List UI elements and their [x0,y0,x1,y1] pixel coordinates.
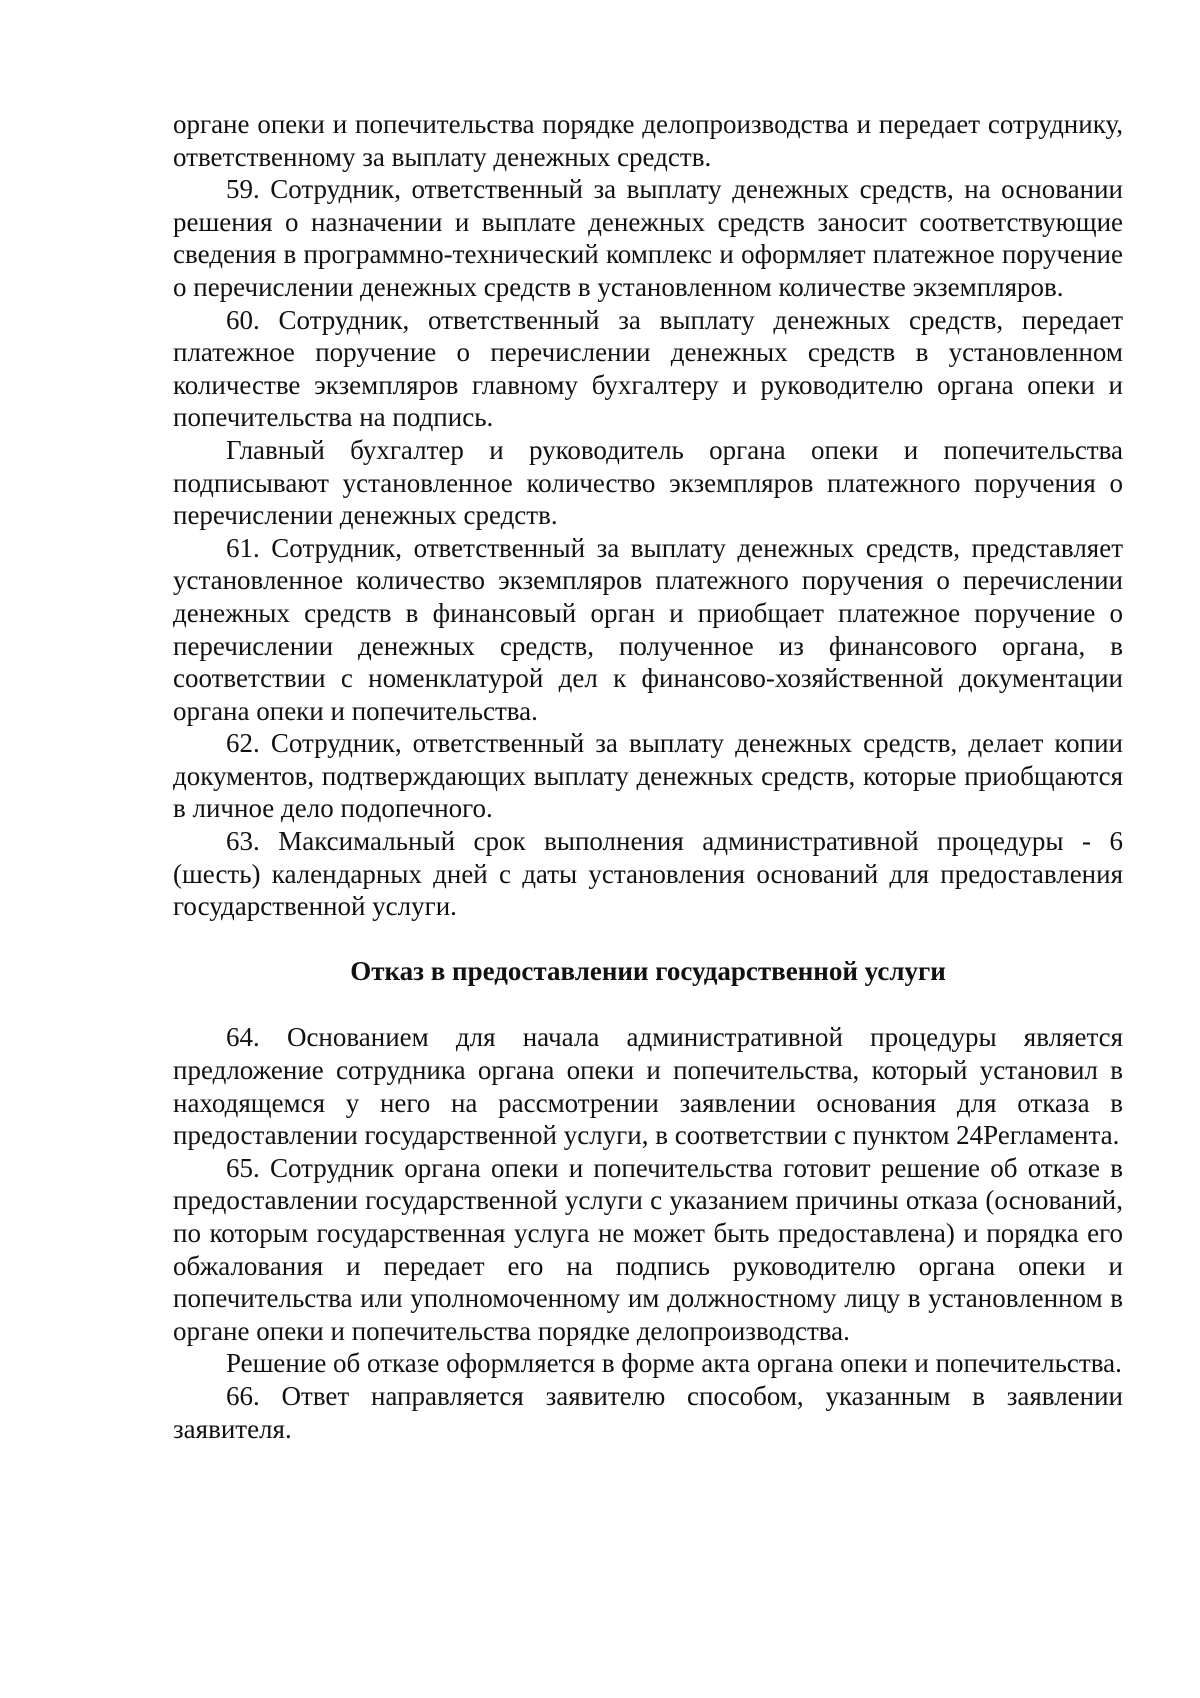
section-heading: Отказ в предоставлении государственной услуги [350,955,946,986]
paragraph-64: 64. Основанием для начала административной процедуры является предложение сотрудника органа опеки и попечительства, который установил в находящемся у него на рассмотрении заявлении основания для отказа в предоставлении государственной услуги, в соответствии с пунктом 24Регламента. [173,1022,1123,1151]
paragraph-60: 60. Сотрудник, ответственный за выплату денежных средств, передает платежное поручение о перечислении денежных средств в установленном количестве экземпляров главному бухгалтеру и руководителю органа опеки и попечительства на подпись. [173,304,1123,433]
paragraph-63: 63. Максимальный срок выполнения административной процедуры - 6 (шесть) календарных дней с даты установления оснований для предоставления государственной услуги. [173,826,1123,922]
paragraph-59: 59. Сотрудник, ответственный за выплату денежных средств, на основании решения о назначении и выплате денежных средств заносит соответствующие сведения в программно-технический комплекс и оформляет платежное поручение о перечислении денежных средств в установленном количестве экземпляров. [173,174,1123,302]
paragraph-62: 62. Сотрудник, ответственный за выплату денежных средств, делает копии документов, подтверждающих выплату денежных средств, которые приобщаются в личное дело подопечного. [173,728,1123,824]
paragraph-60-signature: Главный бухгалтер и руководитель органа опеки и попечительства подписывают установленное количество экземпляров платежного поручения о перечислении денежных средств. [173,434,1123,531]
paragraph-65-decision: Решение об отказе оформляется в форме акта органа опеки и попечительства. [226,1348,1122,1379]
paragraph-61: 61. Сотрудник, ответственный за выплату денежных средств, представляет установленное количество экземпляров платежного поручения о перечислении денежных средств в финансовый орган и приобщает платежное поручение о перечислении денежных средств, полученное из финансового органа, в соответствии с номенклатурой дел к финансово-хозяйственной документации органа опеки и попечительства. [173,532,1123,726]
paragraph-66: 66. Ответ направляется заявителю способом, указанным в заявлении заявителя. [173,1380,1123,1444]
document-page [173,108,1123,1445]
paragraph-continuation: органе опеки и попечительства порядке делопроизводства и передает сотруднику, ответственному за выплату денежных средств. [173,109,1123,172]
paragraph-65: 65. Сотрудник органа опеки и попечительства готовит решение об отказе в предоставлении государственной услуги с указанием причины отказа (оснований, по которым государственная услуга не может быть предоставлена) и порядка его обжалования и передает его на подпись руководителю органа опеки и попечительства или уполномоченному им должностному лицу в установленном в органе опеки и попечительства порядке делопроизводства. [173,1152,1123,1346]
